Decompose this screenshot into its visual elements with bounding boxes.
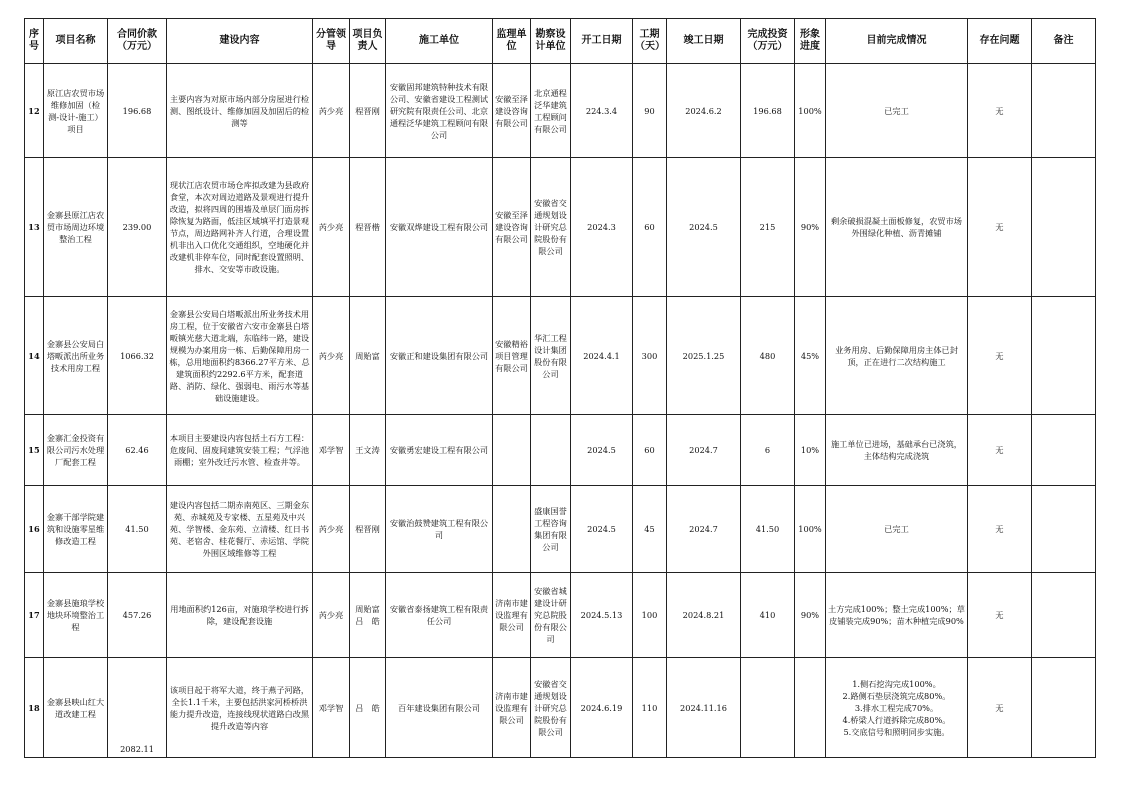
cell-end-date: 2025.1.25	[667, 297, 741, 415]
cell-note	[1032, 415, 1096, 486]
cell-supervisor	[493, 486, 531, 573]
cell-current-status: 业务用房、后勤保障用房主体已封顶，正在进行二次结构施工	[826, 297, 968, 415]
table-row	[25, 158, 1096, 297]
cell-note	[1032, 486, 1096, 573]
cell-leader: 芮少亮	[313, 573, 350, 658]
cell-contract-amount-total: 2082.11	[120, 744, 154, 754]
cell-leader: 邓学智	[313, 415, 350, 486]
cell-leader: 芮少亮	[313, 486, 350, 573]
cell-invested: 410	[741, 573, 795, 658]
cell-designer: 华汇工程设计集团股份有限公司	[531, 297, 571, 415]
cell-note	[1032, 297, 1096, 415]
cell-issues: 无	[968, 297, 1032, 415]
cell-seq: 14	[25, 297, 44, 415]
header-supervisor: 监理单位	[493, 19, 531, 64]
header-start-date: 开工日期	[571, 19, 633, 64]
cell-current-status: 已完工	[826, 64, 968, 158]
cell-constructor: 安徽正和建设集团有限公司	[386, 297, 493, 415]
cell-project-name: 金寨汇金投资有限公司污水处理厂配套工程	[44, 415, 108, 486]
cell-duration: 60	[633, 158, 667, 297]
cell-start-date: 2024.6.19	[571, 658, 633, 758]
cell-duration: 110	[633, 658, 667, 758]
cell-issues: 无	[968, 64, 1032, 158]
cell-current-status: 1.侧石挖沟完成100%。 2.路侧石垫层浇筑完成80%。 3.排水工程完成70%。 4.桥梁人行道拆除完成80%。 5.交底信号和照明同步实施。	[826, 658, 968, 758]
cell-seq: 13	[25, 158, 44, 297]
cell-start-date: 2024.4.1	[571, 297, 633, 415]
cell-current-status: 已完工	[826, 486, 968, 573]
cell-start-date: 2024.5.13	[571, 573, 633, 658]
cell-manager: 王文涛	[350, 415, 386, 486]
table-row	[25, 297, 1096, 415]
cell-seq: 15	[25, 415, 44, 486]
cell-supervisor: 济南市建设监理有限公司	[493, 658, 531, 758]
cell-project-name: 金寨县施琅学校地块环境整治工程	[44, 573, 108, 658]
cell-start-date: 2024.5	[571, 415, 633, 486]
cell-current-status: 剩余破损混凝土面板修复，农贸市场外围绿化种植、沥青摊铺	[826, 158, 968, 297]
cell-start-date: 2024.3	[571, 158, 633, 297]
cell-invested: 41.50	[741, 486, 795, 573]
cell-note	[1032, 658, 1096, 758]
cell-duration: 90	[633, 64, 667, 158]
header-progress: 形象进度	[795, 19, 826, 64]
cell-designer: 北京通程泛华建筑工程顾问有限公司	[531, 64, 571, 158]
cell-invested	[741, 658, 795, 758]
header-invested: 完成投资（万元）	[741, 19, 795, 64]
cell-manager: 程晋楷	[350, 158, 386, 297]
cell-supervisor: 济南市建设监理有限公司	[493, 573, 531, 658]
cell-manager: 周贻富	[350, 297, 386, 415]
cell-project-name: 金寨县公安局白塔畈派出所业务技术用房工程	[44, 297, 108, 415]
cell-contract-amount: 196.68	[108, 64, 167, 158]
cell-supervisor: 安徽至泽建设咨询有限公司	[493, 64, 531, 158]
cell-contract-amount: 41.50	[108, 486, 167, 573]
table-row	[25, 64, 1096, 158]
header-duration: 工期（天）	[633, 19, 667, 64]
table-row	[25, 573, 1096, 658]
header-issues: 存在问题	[968, 19, 1032, 64]
header-leader: 分管领导	[313, 19, 350, 64]
cell-constructor: 安徽固邦建筑特种技术有限公司、安徽省建设工程测试研究院有限责任公司、北京通程泛华建筑工程顾问有限公司	[386, 64, 493, 158]
cell-contract-amount: 239.00	[108, 158, 167, 297]
cell-project-name: 金寨干部学院建筑和设施零星维修改造工程	[44, 486, 108, 573]
cell-note	[1032, 64, 1096, 158]
cell-invested: 215	[741, 158, 795, 297]
cell-current-status: 土方完成100%；整土完成100%；草皮铺装完成90%；苗木种植完成90%	[826, 573, 968, 658]
header-contract-amount: 合同价款（万元）	[108, 19, 167, 64]
cell-designer: 安徽省交通规划设计研究总院股份有限公司	[531, 158, 571, 297]
table-row	[25, 486, 1096, 573]
cell-seq: 12	[25, 64, 44, 158]
cell-progress	[795, 658, 826, 758]
cell-seq: 18	[25, 658, 44, 758]
cell-invested: 6	[741, 415, 795, 486]
cell-end-date: 2024.7	[667, 415, 741, 486]
header-designer: 勘察设计单位	[531, 19, 571, 64]
cell-progress: 100%	[795, 64, 826, 158]
cell-constructor: 百年建设集团有限公司	[386, 658, 493, 758]
project-table	[24, 18, 1096, 758]
cell-invested: 480	[741, 297, 795, 415]
cell-supervisor	[493, 415, 531, 486]
cell-contract-amount	[108, 658, 167, 758]
cell-construction-content: 金寨县公安局白塔畈派出所业务技术用房工程，位于安徽省六安市金寨县白塔畈镇光慈大道北端，东临纬一路，建设规模为办案用房一栋、后勤保障用房一栋，总用地面积约8366.27平方米、总建筑面积约2292.6平方米，配套道路、消防、绿化、强弱电、雨污水等基础设施建设。	[167, 297, 313, 415]
cell-note	[1032, 158, 1096, 297]
header-seq: 序号	[25, 19, 44, 64]
cell-progress: 45%	[795, 297, 826, 415]
cell-manager: 吕 皓	[350, 658, 386, 758]
cell-manager: 周贻富 吕 皓	[350, 573, 386, 658]
cell-duration: 60	[633, 415, 667, 486]
cell-constructor: 安徽治鼓赞建筑工程有限公司	[386, 486, 493, 573]
cell-manager: 程晋刚	[350, 486, 386, 573]
cell-designer: 安徽省交通规划设计研究总院股份有限公司	[531, 658, 571, 758]
cell-issues: 无	[968, 158, 1032, 297]
cell-construction-content: 用地面积约126亩，对施琅学校进行拆除，建设配套设施	[167, 573, 313, 658]
cell-construction-content: 该项目起于将军大道，终于燕子河路，全长1.1千米，主要包括洪家河桥桥洪能力提升改造，连接线现状道路白改黑提升改造等内容	[167, 658, 313, 758]
cell-leader: 芮少亮	[313, 297, 350, 415]
cell-current-status: 施工单位已进场，基础承台已浇筑，主体结构完成浇筑	[826, 415, 968, 486]
cell-issues: 无	[968, 415, 1032, 486]
cell-leader: 芮少亮	[313, 158, 350, 297]
header-construction-content: 建设内容	[167, 19, 313, 64]
cell-construction-content: 本项目主要建设内容包括土石方工程：危废间、固废间建筑安装工程；气浮池雨棚；室外改迁污水管、检查井等。	[167, 415, 313, 486]
cell-leader: 邓学智	[313, 658, 350, 758]
cell-note	[1032, 573, 1096, 658]
header-constructor: 施工单位	[386, 19, 493, 64]
cell-start-date: 224.3.4	[571, 64, 633, 158]
cell-construction-content: 建设内容包括二期赤南苑区、三期金东苑、赤城苑及专家楼、五星苑及中兴苑、学智楼、金东苑、立清楼、红日书苑、老宿舍、桂花餐厅、赤运馆、学院外围区域维修等工程	[167, 486, 313, 573]
cell-designer: 安徽省城建设计研究总院股份有限公司	[531, 573, 571, 658]
cell-seq: 17	[25, 573, 44, 658]
cell-designer	[531, 415, 571, 486]
cell-issues: 无	[968, 573, 1032, 658]
table-row	[25, 658, 1096, 758]
cell-contract-amount: 62.46	[108, 415, 167, 486]
cell-project-name: 金寨县映山红大道改建工程	[44, 658, 108, 758]
cell-end-date: 2024.5	[667, 158, 741, 297]
header-note: 备注	[1032, 19, 1096, 64]
cell-leader: 芮少亮	[313, 64, 350, 158]
cell-contract-amount: 457.26	[108, 573, 167, 658]
cell-invested: 196.68	[741, 64, 795, 158]
cell-progress: 10%	[795, 415, 826, 486]
cell-end-date: 2024.7	[667, 486, 741, 573]
cell-issues: 无	[968, 486, 1032, 573]
header-end-date: 竣工日期	[667, 19, 741, 64]
cell-seq: 16	[25, 486, 44, 573]
cell-constructor: 安徽勇宏建设工程有限公司	[386, 415, 493, 486]
cell-manager: 程晋刚	[350, 64, 386, 158]
cell-progress: 100%	[795, 486, 826, 573]
cell-construction-content: 主要内容为对原市场内部分房屋进行检测、图纸设计、维修加固及加固后的检测等	[167, 64, 313, 158]
cell-constructor: 安徽双烨建设工程有限公司	[386, 158, 493, 297]
cell-duration: 100	[633, 573, 667, 658]
header-manager: 项目负责人	[350, 19, 386, 64]
cell-end-date: 2024.6.2	[667, 64, 741, 158]
cell-end-date: 2024.11.16	[667, 658, 741, 758]
cell-designer: 盛康国誉工程咨询集团有限公司	[531, 486, 571, 573]
cell-supervisor: 安徽精裕项目管理有限公司	[493, 297, 531, 415]
cell-supervisor: 安徽至泽建设咨询有限公司	[493, 158, 531, 297]
cell-duration: 300	[633, 297, 667, 415]
header-current-status: 目前完成情况	[826, 19, 968, 64]
cell-construction-content: 现状江店农贸市场仓库拟改建为县政府食堂，本次对周边道路及景观进行提升改造，拟将四周的围墙及单层门面房拆除恢复为路面，低洼区域填平打造景观节点，周边路网补齐人行道，合理设置机非出入口优化交通组织，空地硬化并改建机非停车位，同时配套设置照明、排水、交安等市政设施。	[167, 158, 313, 297]
cell-progress: 90%	[795, 158, 826, 297]
cell-issues: 无	[968, 658, 1032, 758]
cell-contract-amount: 1066.32	[108, 297, 167, 415]
header-row	[25, 19, 1096, 64]
cell-progress: 90%	[795, 573, 826, 658]
header-project-name: 项目名称	[44, 19, 108, 64]
cell-duration: 45	[633, 486, 667, 573]
cell-project-name: 金寨县原江店农贸市场周边环境整治工程	[44, 158, 108, 297]
cell-end-date: 2024.8.21	[667, 573, 741, 658]
cell-project-name: 原江店农贸市场维修加固（检测-设计-施工）项目	[44, 64, 108, 158]
cell-start-date: 2024.5	[571, 486, 633, 573]
cell-constructor: 安徽省泰扬建筑工程有限责任公司	[386, 573, 493, 658]
table-row	[25, 415, 1096, 486]
